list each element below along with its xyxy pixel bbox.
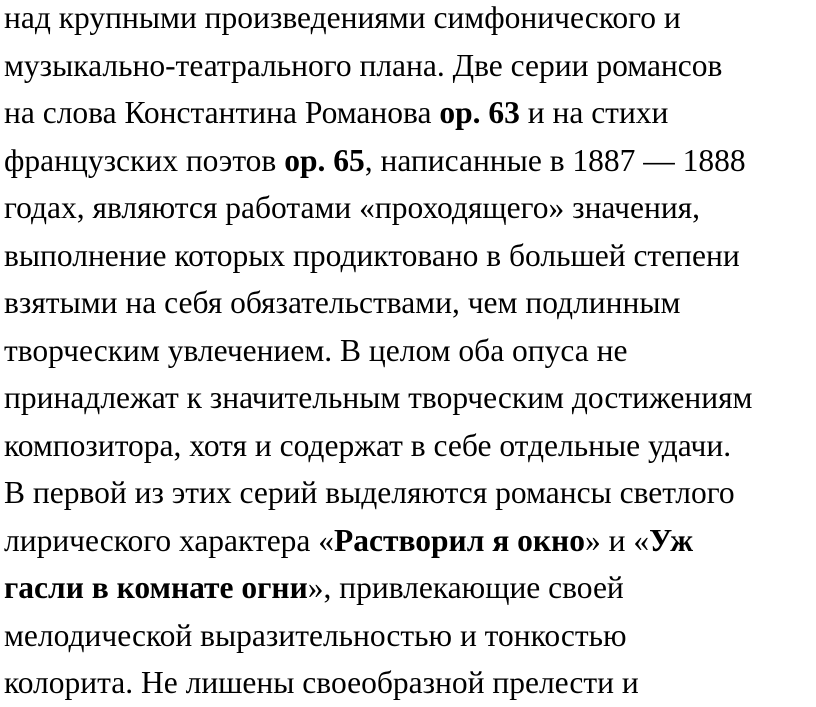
text-run: », привлекающие своей bbox=[307, 570, 624, 605]
text-run: композитора, хотя и содержат в себе отдельные удачи. bbox=[4, 427, 732, 463]
text-line-10 bbox=[4, 422, 816, 470]
text-line-4 bbox=[4, 137, 816, 185]
text-run: взятыми на себя обязательствами, чем подлинным bbox=[4, 285, 681, 320]
text-line-3 bbox=[4, 89, 816, 137]
text-run: на слова Константина Романова bbox=[4, 95, 440, 130]
romance-title: Растворил я окно bbox=[334, 522, 585, 558]
text-line-14 bbox=[4, 612, 816, 660]
text-run: В первой из этих серий выделяются романсы светлого bbox=[4, 475, 735, 510]
text-line-11 bbox=[4, 469, 816, 517]
document-text bbox=[4, 0, 816, 707]
text-line-5 bbox=[4, 184, 816, 232]
text-run: французских поэтов bbox=[4, 142, 285, 178]
text-run: годах, являются работами «проходящего» значения, bbox=[4, 190, 701, 225]
text-run: музыкально-театрального плана. Две серии романсов bbox=[4, 47, 723, 83]
text-line-15 bbox=[4, 659, 816, 707]
text-line-12 bbox=[4, 517, 816, 565]
text-line-2 bbox=[4, 42, 816, 90]
opus-number: ор. 63 bbox=[439, 95, 520, 130]
text-run: колорита. Не лишены своеобразной прелести и bbox=[4, 665, 639, 700]
text-run: над крупными произведениями симфонического и bbox=[4, 0, 681, 35]
text-run: лирического характера « bbox=[4, 522, 335, 558]
romance-title: гасли в комнате огни bbox=[4, 570, 308, 605]
romance-title: Уж bbox=[649, 522, 694, 558]
opus-number: ор. 65 bbox=[284, 142, 365, 178]
text-line-8 bbox=[4, 327, 816, 375]
text-line-9 bbox=[4, 374, 816, 422]
text-run: выполнение которых продиктовано в большей степени bbox=[4, 237, 740, 273]
text-run: принадлежат к значительным творческим достижениям bbox=[4, 380, 753, 415]
text-run: и на стихи bbox=[519, 95, 669, 130]
text-line-13 bbox=[4, 564, 816, 612]
text-line-7 bbox=[4, 279, 816, 327]
text-run: » и « bbox=[584, 522, 650, 558]
text-run: мелодической выразительностью и тонкостью bbox=[4, 617, 627, 653]
text-run: , написанные в 1887 — 1888 bbox=[364, 142, 746, 178]
text-line-1 bbox=[4, 0, 816, 42]
text-line-6 bbox=[4, 232, 816, 280]
text-run: творческим увлечением. В целом оба опуса не bbox=[4, 332, 628, 368]
